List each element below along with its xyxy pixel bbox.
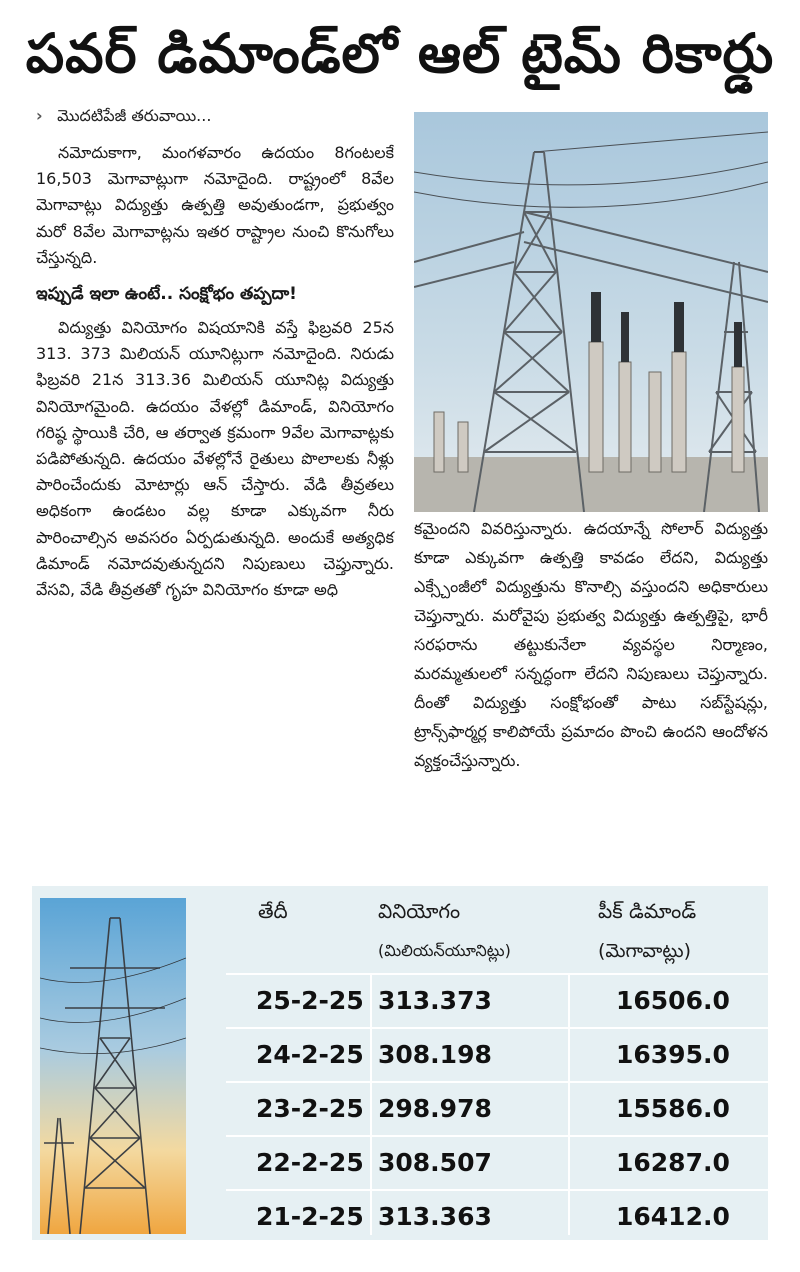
article-subheading: ఇప్పుడే ఇలా ఉంటే.. సంక్షోభం తప్పదా! xyxy=(36,284,297,305)
transmission-towers-sunset-photo xyxy=(40,898,186,1234)
cell-peak-demand: 16412.0 xyxy=(616,1202,730,1231)
article-right-column xyxy=(414,514,768,775)
cell-date: 25-2-25 xyxy=(256,986,364,1015)
table-divider xyxy=(226,1027,768,1029)
cell-consumption: 313.363 xyxy=(378,1202,492,1231)
cell-date: 24-2-25 xyxy=(256,1040,364,1069)
header-date-column xyxy=(258,896,338,976)
article-paragraph-2: విద్యుత్తు వినియోగం విషయానికి వస్తే ఫిబ్రవరి 25న 313. 373 మిలియన్ యూనిట్లుగా నమోదైంది. నిరుడు ఫిబ్రవరి 21న 313.36 మిలియన్ యూనిట్ల విద్యుత్తు వినియోగమైంది. ఉదయం వేళల్లో డిమాండ్, వినియోగం గరిష్ఠ స్థాయికి చేరి, ఆ తర్వాత క్రమంగా 9వేల మెగావాట్లకు పడిపోతున్నది. ఉదయం వేళల్లోనే రైతులు పొలాలకు నీళ్లు పారించేందుకు మోటార్లు ఆన్ చేస్తారు. వేడి తీవ్రతలు అధికంగా ఉండటం వల్ల కూడా ఎక్కువగా నీరు పారించాల్సిన అవసరం ఏర్పడుతున్నది. అందుకే అత్యధిక డిమాండ్ నమోదవుతున్నదని నిపుణులు చెప్తున్నారు. వేసవి, వేడి తీవ్రతతో గృహ వినియోగం కూడా అధి xyxy=(36,318,394,600)
table-divider xyxy=(226,1135,768,1137)
header-peak-unit: (మెగావాట్లు) xyxy=(598,940,691,962)
continued-from-front-page xyxy=(36,103,211,129)
table-divider xyxy=(226,1189,768,1191)
cell-consumption: 308.198 xyxy=(378,1040,492,1069)
header-peak-column xyxy=(598,896,768,976)
table-row xyxy=(226,1084,768,1134)
cell-peak-demand: 15586.0 xyxy=(616,1094,730,1123)
chevron-right-icon: › xyxy=(36,106,43,125)
article-paragraph-3: కమైందని వివరిస్తున్నారు. ఉదయాన్నే సోలార్ విద్యుత్తు కూడా ఎక్కువగా ఉత్పత్తి కావడం లేదని, విద్యుత్తు ఎక్స్చేంజీలో విద్యుత్తును కొనాల్సి వస్తుందని అధికారులు చెప్తున్నారు. మరోవైపు ప్రభుత్వ విద్యుత్తు ఉత్పత్తిపై, భారీ సరఫరాను తట్టుకునేలా వ్యవస్థల నిర్మాణం, మరమ్మతులలో సన్నద్ధంగా లేదని నిపుణులు చెప్తున్నారు. దీంతో విద్యుత్తు సంక్షోభంతో పాటు సబ్‌స్టేషన్లు, ట్రాన్స్‌ఫార్మర్ల కాలిపోయే ప్రమాదం పొంచి ఉందని ఆందోళన వ్యక్తంచేస్తున్నారు. xyxy=(414,519,768,770)
header-consumption-column xyxy=(378,896,568,976)
cell-consumption: 298.978 xyxy=(378,1094,492,1123)
header-peak-demand: పీక్ డిమాండ్ xyxy=(598,899,697,923)
header-date: తేదీ xyxy=(258,899,288,923)
electrical-substation-tower-photo xyxy=(414,112,768,512)
cell-peak-demand: 16395.0 xyxy=(616,1040,730,1069)
table-divider xyxy=(226,1081,768,1083)
article-left-column xyxy=(36,140,394,603)
cell-peak-demand: 16287.0 xyxy=(616,1148,730,1177)
cell-date: 22-2-25 xyxy=(256,1148,364,1177)
table-row xyxy=(226,1192,768,1242)
article-paragraph-1: నమోదుకాగా, మంగళవారం ఉదయం 8గంటలకే 16,503 మెగావాట్లుగా నమోదైంది. రాష్ట్రంలో 8వేల మెగావాట్లు విద్యుత్తు ఉత్పత్తి అవుతుండగా, ప్రభుత్వం మరో 8వేల మెగావాట్లను ఇతర రాష్ట్రాల నుంచి కొనుగోలు చేస్తున్నది. xyxy=(36,143,394,267)
header-consumption: వినియోగం xyxy=(378,899,461,923)
table-row xyxy=(226,1138,768,1188)
cell-peak-demand: 16506.0 xyxy=(616,986,730,1015)
header-consumption-unit: (మిలియన్‌యూనిట్లు) xyxy=(378,941,511,960)
cell-consumption: 313.373 xyxy=(378,986,492,1015)
table-row xyxy=(226,1030,768,1080)
table-row xyxy=(226,976,768,1026)
cell-date: 21-2-25 xyxy=(256,1202,364,1231)
headline: పవర్ డిమాండ్‌లో ఆల్ టైమ్ రికార్డు xyxy=(25,22,775,85)
table-divider xyxy=(226,973,768,975)
cell-consumption: 308.507 xyxy=(378,1148,492,1177)
cell-date: 23-2-25 xyxy=(256,1094,364,1123)
kicker-text: మొదటిపేజీ తరువాయి... xyxy=(57,106,212,125)
